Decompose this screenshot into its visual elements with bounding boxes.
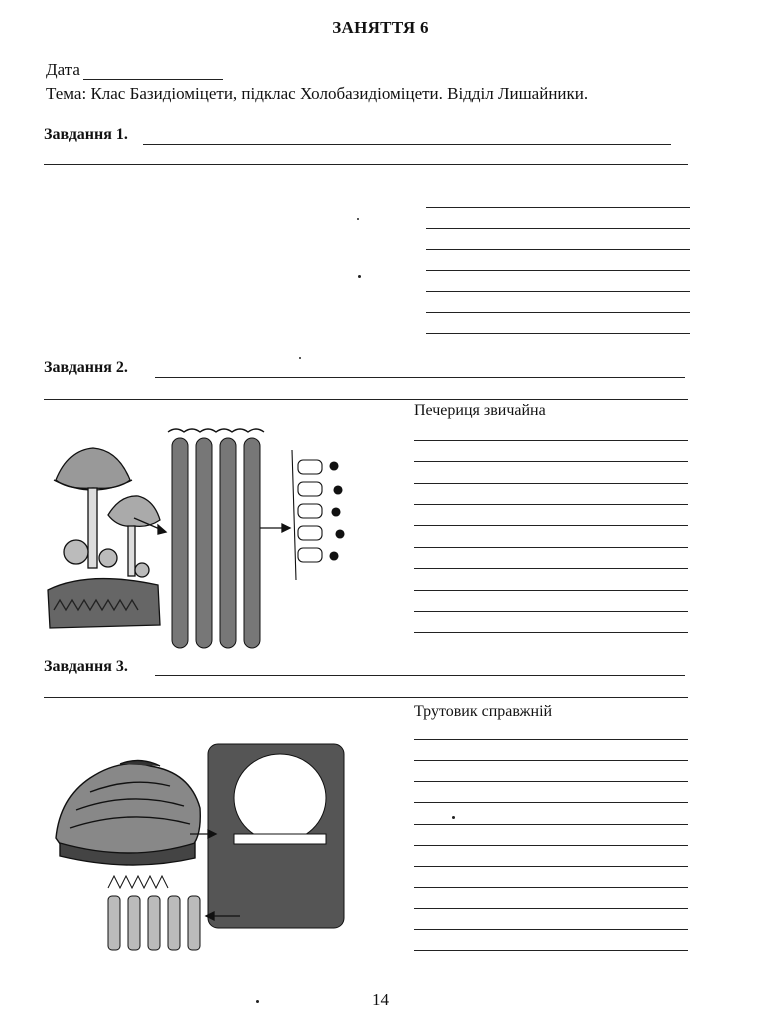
task-2-answer-line-2[interactable] <box>44 399 688 400</box>
species-2-note-line[interactable] <box>414 950 688 951</box>
mushroom-fruiting-bodies <box>48 448 160 628</box>
species-2-note-line[interactable] <box>414 739 688 740</box>
champignon-illustration <box>48 420 388 660</box>
species-1-note-line[interactable] <box>414 632 688 633</box>
page-title: ЗАНЯТТЯ 6 <box>332 18 429 37</box>
task-3-label: Завдання 3. <box>44 658 128 675</box>
fruiting-body <box>56 760 200 865</box>
tube-layer-section <box>208 744 344 928</box>
species-2-note-line[interactable] <box>414 760 688 761</box>
task-1-label: Завдання 1. <box>44 126 128 143</box>
tinder-fungus-illustration <box>50 738 360 968</box>
species-2-note-line[interactable] <box>414 908 688 909</box>
speck <box>357 218 359 220</box>
task-1-answer-line[interactable] <box>143 144 671 145</box>
task-1-note-line[interactable] <box>426 333 690 334</box>
basidia-detail <box>292 450 344 580</box>
species-2-note-line[interactable] <box>414 824 688 825</box>
speck <box>358 275 361 278</box>
task-1-note-line[interactable] <box>426 249 690 250</box>
species-1-note-line[interactable] <box>414 611 688 612</box>
task-2-label: Завдання 2. <box>44 359 128 376</box>
species-1-note-line[interactable] <box>414 461 688 462</box>
species-1-note-line[interactable] <box>414 590 688 591</box>
species-1-note-line[interactable] <box>414 504 688 505</box>
date-blank-line[interactable] <box>83 65 223 80</box>
species-1-note-line[interactable] <box>414 568 688 569</box>
task-1-note-line[interactable] <box>426 207 690 208</box>
task-1-note-line[interactable] <box>426 228 690 229</box>
species-2-note-line[interactable] <box>414 845 688 846</box>
gill-section <box>168 429 264 648</box>
speck <box>452 816 455 819</box>
species-1-note-line[interactable] <box>414 483 688 484</box>
basidia-detail <box>108 876 200 950</box>
date-label: Дата <box>46 60 80 79</box>
species-2-note-line[interactable] <box>414 866 688 867</box>
species-1-note-line[interactable] <box>414 525 688 526</box>
page-number: 14 <box>372 990 389 1009</box>
species-1-note-line[interactable] <box>414 547 688 548</box>
speck <box>299 357 301 359</box>
species-2-note-line[interactable] <box>414 887 688 888</box>
task-2-answer-line[interactable] <box>155 377 685 378</box>
task-3-answer-line[interactable] <box>155 675 685 676</box>
task-1-answer-line-2[interactable] <box>44 164 688 165</box>
species-1-note-line[interactable] <box>414 440 688 441</box>
task-1-note-line[interactable] <box>426 270 690 271</box>
task-1-note-line[interactable] <box>426 312 690 313</box>
task-3-answer-line-2[interactable] <box>44 697 688 698</box>
task-1-note-line[interactable] <box>426 291 690 292</box>
topic-line: Тема: Клас Базидіоміцети, підклас Холобазидіоміцети. Відділ Лишайники. <box>46 84 589 103</box>
species-2-note-line[interactable] <box>414 781 688 782</box>
species-2-note-line[interactable] <box>414 802 688 803</box>
species-2-note-line[interactable] <box>414 929 688 930</box>
species-label-champignon: Печериця звичайна <box>414 402 546 419</box>
species-label-tinder-fungus: Трутовик справжній <box>414 703 553 720</box>
date-field <box>46 60 223 80</box>
